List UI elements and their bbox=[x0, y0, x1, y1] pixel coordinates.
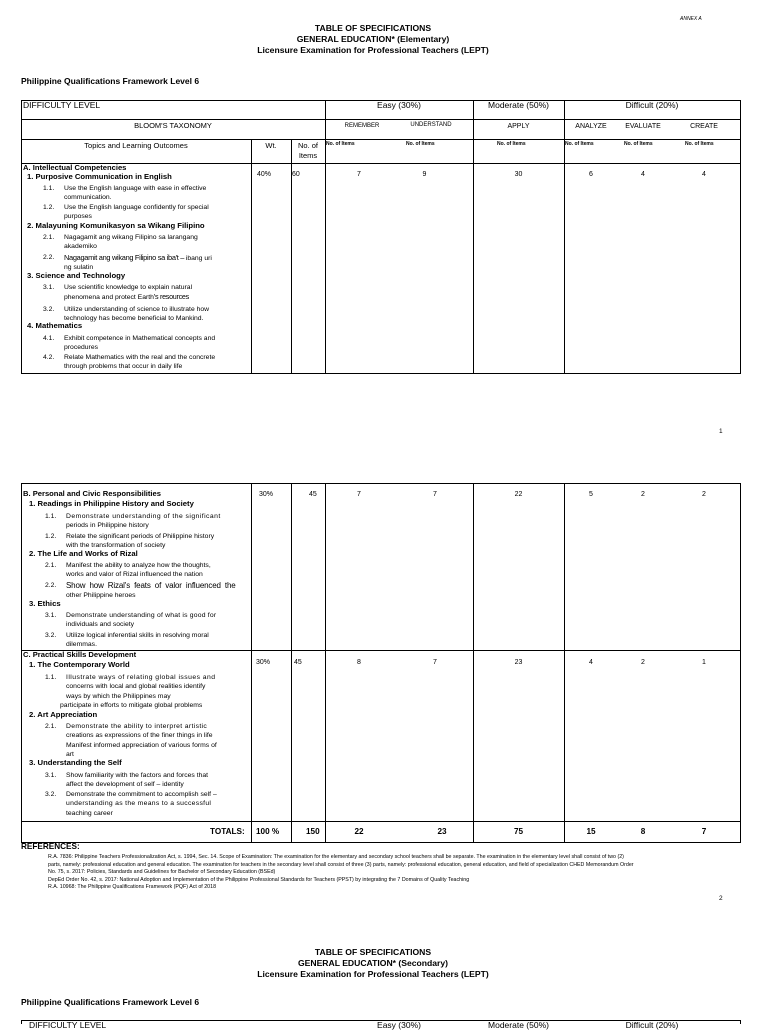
outcome-text: Relate Mathematics with the real and the concrete bbox=[64, 354, 216, 361]
section-c-title: C. Practical Skills Development bbox=[23, 650, 137, 659]
outcome-number: 1.2. bbox=[45, 533, 57, 540]
section-c-wt: 30% bbox=[256, 659, 271, 666]
outcome-text: Nagagamit ang wikang Filipino sa iba't – bbox=[64, 253, 186, 262]
section-c-apply: 23 bbox=[514, 659, 523, 666]
outcome-text-cont: Manifest informed appreciation of various forms of bbox=[66, 741, 217, 749]
blooms-taxonomy-header: BLOOM'S TAXONOMY bbox=[134, 121, 212, 130]
document-title bbox=[0, 23, 746, 56]
outcome-number: 2.1. bbox=[45, 562, 57, 569]
outcome-text-cont: purposes bbox=[64, 213, 92, 221]
outcome-number: 2.2. bbox=[43, 254, 55, 261]
outcome-text-cont: periods in Philippine history bbox=[66, 522, 149, 530]
outcome-4-2 bbox=[43, 353, 253, 373]
section-b-apply: 22 bbox=[514, 491, 523, 498]
section-c-items: 45 bbox=[294, 659, 302, 666]
difficult-header: Difficult (20%) bbox=[625, 100, 679, 110]
section-a-remember: 7 bbox=[357, 171, 361, 178]
outcome-3-1 bbox=[43, 283, 251, 303]
outcome-text-cont: communication. bbox=[64, 194, 112, 202]
section-c-create: 1 bbox=[702, 659, 706, 666]
outcome-2-2 bbox=[43, 253, 253, 273]
outcome-text-cont: phenomena and protect Earth bbox=[64, 294, 154, 302]
create-header: CREATE bbox=[690, 123, 718, 130]
reference-1-cont2: No. 75, s. 2017: Policies, Standards and Guidelines for Bachelor of Secondary Education (BSEd) bbox=[48, 869, 276, 875]
topics-header: Topics and Learning Outcomes bbox=[84, 141, 188, 150]
outcome-text: Use the English language with ease in effective bbox=[64, 185, 207, 192]
page3-title-line-2: GENERAL EDUCATION* (Secondary) bbox=[297, 958, 449, 968]
framework-label: Philippine Qualifications Framework Level 6 bbox=[21, 76, 200, 86]
outcome-text-cont: creations as expressions of the finer things in life bbox=[66, 732, 213, 740]
page3-framework-label: Philippine Qualifications Framework Level 6 bbox=[21, 997, 200, 1007]
outcome-text-cont: technology has become beneficial to Mankind. bbox=[64, 315, 204, 323]
outcome-text: Relate the significant periods of Philippine history bbox=[66, 533, 215, 540]
outcome-text-end: ibang uri bbox=[185, 255, 212, 262]
totals-apply: 75 bbox=[513, 827, 524, 836]
totals-analyze: 15 bbox=[586, 827, 596, 836]
no-of-items-header: No. of bbox=[297, 141, 318, 150]
outcome-text: Show how Rizal's feats of valor influenced the bbox=[66, 581, 236, 590]
analyze-items-col: No. of Items bbox=[565, 141, 594, 147]
outcome-text: Use the English language confidently for special bbox=[64, 204, 209, 211]
outcome-text-cont: ng sulatin bbox=[64, 264, 94, 272]
outcome-text: Use scientific knowledge to explain natural bbox=[64, 284, 193, 291]
reference-3: R.A. 10968: The Philippine Qualifications Framework (PQF) Act of 2018 bbox=[48, 884, 217, 890]
outcome-c-2-1 bbox=[45, 722, 251, 762]
subject-science-technology: 3. Science and Technology bbox=[27, 271, 126, 280]
outcome-text-cont: individuals and society bbox=[66, 621, 135, 629]
outcome-text: Utilize understanding of science to illustrate how bbox=[64, 306, 210, 313]
outcome-text: Manifest the ability to analyze how the thoughts, bbox=[66, 562, 211, 569]
easy-header: Easy (30%) bbox=[377, 100, 421, 110]
page3-title-line-3: Licensure Examination for Professional Teachers (LEPT) bbox=[257, 969, 489, 979]
outcome-text: Utilize logical inferential skills in resolving moral bbox=[66, 632, 209, 639]
outcome-number: 2.2. bbox=[45, 582, 57, 589]
section-a-title: A. Intellectual Competencies bbox=[23, 163, 127, 172]
outcome-text-cont: understanding as the means to a successful bbox=[66, 800, 212, 808]
evaluate-items-col: No. of Items bbox=[624, 141, 653, 147]
section-b-understand: 7 bbox=[433, 491, 437, 498]
outcome-text: Demonstrate the ability to interpret artistic bbox=[66, 723, 208, 730]
section-b-create: 2 bbox=[702, 491, 706, 498]
outcome-number: 3.2. bbox=[45, 632, 57, 639]
no-of-items-header-line2: Items bbox=[298, 151, 318, 160]
subject-understanding-self: 3. Understanding the Self bbox=[29, 758, 122, 767]
outcome-text-cont: participate in efforts to mitigate global problems bbox=[60, 702, 203, 709]
outcome-number: 3.1. bbox=[45, 772, 57, 779]
references-title: REFERENCES: bbox=[21, 842, 80, 851]
outcome-text-cont: other Philippine heroes bbox=[66, 592, 136, 600]
outcome-c-3-1 bbox=[45, 771, 251, 791]
outcome-text-end: 's resources bbox=[153, 292, 189, 302]
section-a-wt: 40% bbox=[257, 171, 272, 178]
outcome-1-2 bbox=[43, 203, 251, 223]
analyze-header: ANALYZE bbox=[575, 123, 607, 130]
outcome-number: 3.1. bbox=[43, 284, 55, 291]
outcome-b-1-1 bbox=[45, 512, 251, 532]
section-a-evaluate: 4 bbox=[641, 171, 645, 178]
outcome-c-3-2 bbox=[45, 790, 251, 820]
outcome-b-3-2 bbox=[45, 631, 251, 651]
reference-2: DepEd Order No. 42, s. 2017: National Adoption and Implementation of the Philippine Professional Standards for Teachers (PPST) by integrating the 7 Domains of Quality Teaching bbox=[48, 876, 470, 883]
outcome-text: Demonstrate understanding of the significant bbox=[66, 513, 221, 520]
subject-purposive-communication: 1. Purposive Communication in English bbox=[27, 172, 172, 181]
page-number-1: 1 bbox=[719, 428, 723, 435]
totals-wt: 100 % bbox=[256, 827, 280, 836]
moderate-header: Moderate (50%) bbox=[488, 100, 549, 110]
outcome-text: Exhibit competence in Mathematical concepts and bbox=[64, 335, 216, 342]
create-items-col: No. of Items bbox=[685, 141, 714, 147]
outcome-text-cont: works and valor of Rizal influenced the nation bbox=[66, 571, 203, 579]
title-line-3: Licensure Examination for Professional Teachers (LEPT) bbox=[257, 45, 489, 55]
subject-malayuning-komunikasyon: 2. Malayuning Komunikasyon sa Wikang Filipino bbox=[27, 221, 205, 230]
evaluate-header: EVALUATE bbox=[625, 123, 661, 130]
page3-table-right bbox=[740, 1020, 741, 1024]
outcome-b-2-1 bbox=[45, 561, 251, 581]
totals-items: 150 bbox=[306, 827, 320, 836]
totals-label: TOTALS: bbox=[210, 827, 245, 836]
section-c-remember: 8 bbox=[357, 659, 361, 666]
subject-art-appreciation: 2. Art Appreciation bbox=[29, 710, 98, 719]
outcome-text-cont: dilemmas. bbox=[66, 641, 97, 649]
page3-difficult: Difficult (20%) bbox=[625, 1020, 679, 1030]
section-b-remember: 7 bbox=[357, 491, 361, 498]
section-a-create: 4 bbox=[702, 171, 706, 178]
understand-items-col: No. of Items bbox=[406, 141, 435, 147]
outcome-1-1 bbox=[43, 184, 251, 204]
subject-readings-history: 1. Readings in Philippine History and Society bbox=[29, 499, 194, 508]
apply-header: APPLY bbox=[507, 123, 530, 130]
outcome-text: Demonstrate understanding of what is good for bbox=[66, 612, 217, 619]
outcome-number: 1.1. bbox=[45, 513, 57, 520]
section-a-understand: 9 bbox=[422, 171, 427, 178]
section-a-apply: 30 bbox=[514, 171, 523, 178]
subject-ethics: 3. Ethics bbox=[29, 599, 61, 608]
outcome-number: 4.1. bbox=[43, 335, 55, 342]
difficulty-level-header: DIFFICULTY LEVEL bbox=[23, 100, 101, 110]
section-c-understand: 7 bbox=[433, 659, 437, 666]
reference-1-cont: parts, namely: professional education and general education. The examination for teachers in the secondary level shall consist of three (3) parts, namely: professional education, general education, and field of specialization CHED Memorandum Order bbox=[48, 861, 634, 868]
section-b-evaluate: 2 bbox=[641, 491, 645, 498]
outcome-text-cont: concerns with local and global realities identify bbox=[66, 683, 206, 691]
subject-life-works-rizal: 2. The Life and Works of Rizal bbox=[29, 549, 138, 558]
outcome-4-1 bbox=[43, 334, 253, 354]
outcome-number: 3.2. bbox=[43, 306, 55, 313]
totals-create: 7 bbox=[701, 827, 707, 836]
section-b-analyze: 5 bbox=[589, 491, 593, 498]
title-line-1: TABLE OF SPECIFICATIONS bbox=[314, 23, 432, 33]
outcome-text: Nagagamit ang wikang Filipino sa larangang bbox=[64, 234, 198, 241]
subject-mathematics: 4. Mathematics bbox=[27, 321, 83, 330]
outcome-text-cont: art bbox=[66, 751, 74, 759]
page3-table-left bbox=[21, 1020, 22, 1024]
outcome-number: 1.2. bbox=[43, 204, 55, 211]
outcome-b-3-1 bbox=[45, 611, 251, 631]
outcome-text-cont: ways by which the Philippines may bbox=[66, 692, 171, 700]
subject-contemporary-world: 1. The Contemporary World bbox=[29, 660, 130, 669]
wt-header: Wt. bbox=[265, 141, 277, 150]
outcome-text-cont: akademiko bbox=[64, 243, 97, 251]
outcome-number: 1.1. bbox=[45, 674, 57, 681]
totals-evaluate: 8 bbox=[640, 827, 646, 836]
outcome-text-cont: procedures bbox=[64, 344, 99, 352]
outcome-text: Show familiarity with the factors and forces that bbox=[66, 772, 209, 779]
page-number-2: 2 bbox=[719, 895, 723, 902]
reference-1: R.A. 7836: Philippine Teachers Professionalization Act, s. 1994, Sec. 14. Scope of Examination: The examination for the elementary and secondary school teachers shall be separate. The examination in the elementary level shall consist of two (2) bbox=[48, 854, 624, 860]
section-a-items: 60 bbox=[292, 171, 300, 178]
outcome-number: 2.1. bbox=[43, 234, 55, 241]
references-list bbox=[48, 854, 748, 892]
remember-items-col: No. of Items bbox=[326, 141, 355, 147]
page3-title bbox=[0, 947, 746, 980]
outcome-text-cont: through problems that occur in daily life bbox=[64, 363, 183, 371]
outcome-number: 4.2. bbox=[43, 354, 55, 361]
apply-items-col: No. of Items bbox=[497, 141, 526, 147]
section-c-evaluate: 2 bbox=[641, 659, 645, 666]
outcome-2-1 bbox=[43, 233, 251, 253]
annex-label: ANNEX A bbox=[680, 16, 702, 22]
section-b-items: 45 bbox=[309, 491, 317, 498]
outcome-number: 1.1. bbox=[43, 185, 55, 192]
page3-title-line-1: TABLE OF SPECIFICATIONS bbox=[314, 947, 432, 957]
outcome-text-cont: affect the development of self – identity bbox=[66, 781, 184, 789]
section-c-analyze: 4 bbox=[589, 659, 593, 666]
section-b-wt: 30% bbox=[259, 491, 274, 498]
title-line-2: GENERAL EDUCATION* (Elementary) bbox=[296, 34, 450, 44]
outcome-b-2-2 bbox=[45, 581, 251, 601]
remember-header: REMEMBER bbox=[344, 123, 380, 129]
totals-understand: 23 bbox=[437, 827, 447, 836]
outcome-number: 3.1. bbox=[45, 612, 57, 619]
outcome-text: Illustrate ways of relating global issues and bbox=[66, 674, 216, 681]
page3-moderate: Moderate (50%) bbox=[488, 1020, 549, 1030]
page3-difficulty-level: DIFFICULTY LEVEL bbox=[29, 1020, 107, 1030]
outcome-text: Demonstrate the commitment to accomplish self – bbox=[66, 791, 217, 798]
outcome-text-cont: with the transformation of society bbox=[66, 542, 166, 550]
section-b-title: B. Personal and Civic Responsibilities bbox=[23, 489, 161, 498]
outcome-number: 2.1. bbox=[45, 723, 57, 730]
section-a-analyze: 6 bbox=[589, 171, 593, 178]
totals-remember: 22 bbox=[354, 827, 364, 836]
outcome-text-cont: teaching career bbox=[66, 809, 113, 817]
outcome-number: 3.2. bbox=[45, 791, 57, 798]
understand-header: UNDERSTAND bbox=[410, 122, 452, 128]
page3-easy: Easy (30%) bbox=[377, 1020, 421, 1030]
